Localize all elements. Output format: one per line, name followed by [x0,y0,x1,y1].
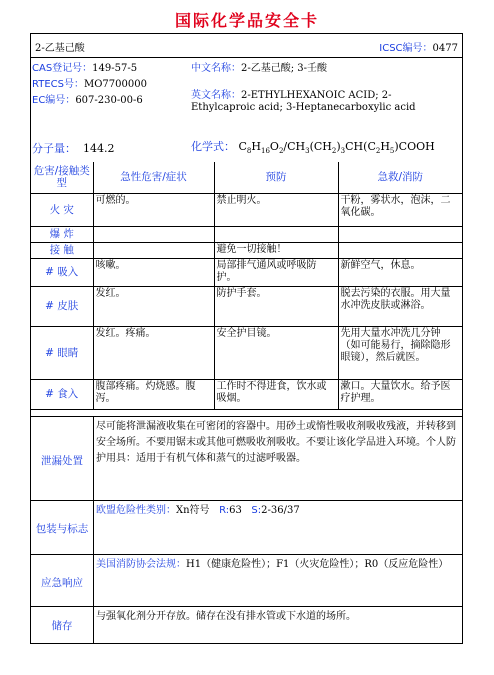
row-aid [338,242,462,258]
table-row [31,286,462,326]
english-name-line-2: Ethylcaproic acid; 3-Heptanecarboxylic acid [191,102,416,113]
r-value: 63 [229,505,242,516]
mw-value: 144.2 [83,142,115,155]
emergency-label: 应急响应 [41,577,83,589]
header-type: 危害/接触类型 [31,162,93,193]
row-hazard: 发红。疼痛。 [93,326,214,379]
divider [93,501,94,555]
chemical-name: 2-乙基己酸 [35,43,85,54]
cas-label: CAS登记号： [32,63,93,74]
rtecs-value: MO7700000 [83,79,147,90]
icsc-label: ICSC编号： [379,43,433,54]
row-aid: 先用大量水冲洗几分钟（如可能易行，摘除隐形眼镜），然后就医。 [338,326,462,379]
table-row [31,326,462,379]
table-row [31,193,462,226]
rtecs-number [32,79,147,91]
row-aid: 新鲜空气，休息。 [338,258,462,286]
row-prevention [214,226,338,242]
molecular-weight [32,143,115,155]
packaging-label: 包装与标志 [35,523,89,535]
s-label: S: [251,505,262,516]
safety-card [30,33,463,644]
ec-number [32,95,143,107]
divider [93,607,94,644]
s-value: 2-36/37 [261,505,300,516]
table-row [31,242,462,258]
cn-name-label: 中文名称： [191,63,241,74]
row-prevention: 工作时不得进食，饮水或吸烟。 [214,379,338,409]
header-hazard: 急性危害/症状 [93,162,214,193]
divider [93,417,94,501]
table-header-row [31,162,462,193]
cas-number [32,63,137,75]
emergency-text [96,557,458,572]
cas-value: 149-57-5 [92,63,138,74]
rtecs-label: RTECS号： [32,79,84,90]
storage-section [31,606,462,644]
row-type-contact: 接 触 [31,242,93,258]
row-type-fire: 火 灾 [31,193,93,226]
storage-text: 与强氧化剂分开存放。储存在没有排水管或下水道的场所。 [96,611,356,622]
english-name [191,90,392,102]
row-type-inhalation: # 吸入 [31,258,93,286]
row-prevention: 安全护目镜。 [214,326,338,379]
chinese-name [191,63,327,75]
eu-label: 欧盟危险性类别： [96,505,176,516]
header-aid: 急救/消防 [338,162,462,193]
spill-label: 泄漏处置 [41,455,83,467]
packaging-text [96,503,458,518]
en-name-label: 英文名称： [191,90,241,101]
emergency-section [31,554,462,607]
row-hazard [93,226,214,242]
card-title: 国际化学品安全卡 [174,11,319,30]
row-type-eyes: # 眼睛 [31,326,93,379]
en-name-value-1: 2-ETHYLHEXANOIC ACID; 2- [241,90,392,101]
row-hazard: 可燃的。 [93,193,214,226]
row-aid: 脱去污染的衣服。用大量水冲洗皮肤或淋浴。 [338,286,462,326]
hazard-table [31,162,462,410]
row-hazard: 咳嗽。 [93,258,214,286]
icsc-number [379,43,458,55]
formula-label: 化学式： [191,140,235,153]
table-row [31,258,462,286]
table-row [31,379,462,409]
row-prevention: 防护手套。 [214,286,338,326]
row-hazard [93,242,214,258]
chemical-formula [191,141,435,157]
cn-name-value: 2-乙基己酸; 3-壬酸 [241,63,328,74]
row-type-explosion: 爆 炸 [31,226,93,242]
row-aid: 干粉，雾状水，泡沫，二氧化碳。 [338,193,462,226]
mw-label: 分子量： [32,142,76,155]
nfpa-label: 美国消防协会法规： [96,559,186,570]
row-aid [338,226,462,242]
table-row [31,226,462,242]
divider [31,57,462,58]
row-type-ingestion: # 食入 [31,379,93,409]
ec-value: 607-230-00-6 [75,95,143,106]
formula-value: $C_8H_{16}O_2/CH_3(CH_2)_3CH(C_2H_5)COOH$ [238,140,435,156]
spill-section [31,416,462,501]
row-prevention: 禁止明火。 [214,193,338,226]
divider [93,555,94,607]
spill-text: 尽可能将泄漏液收集在可密闭的容器中。用砂土或惰性吸收剂吸收残液，并转移到安全场所。不要用锯末或其他可燃吸收剂吸收。不要让该化学品进入环境。个人防护用具：适用于有机气体和蒸气的过滤呼吸器。 [96,421,456,464]
row-hazard: 腹部疼痛。灼烧感。腹泻。 [93,379,214,409]
nfpa-text: H1（健康危险性）；F1（火灾危险性）；R0（反应危险性） [186,559,449,570]
r-label: R: [219,505,230,516]
packaging-section [31,500,462,555]
row-prevention: 避免一切接触！ [214,242,338,258]
row-prevention: 局部排气通风或呼吸防护。 [214,258,338,286]
row-aid: 漱口。大量饮水。给予医疗护理。 [338,379,462,409]
storage-label: 储存 [51,620,73,632]
row-type-skin: # 皮肤 [31,286,93,326]
row-hazard: 发红。 [93,286,214,326]
header-prevention: 预防 [214,162,338,193]
eu-symbol: Xn符号 [176,505,210,516]
icsc-value: 0477 [432,43,458,54]
ec-label: EC编号： [32,95,76,106]
